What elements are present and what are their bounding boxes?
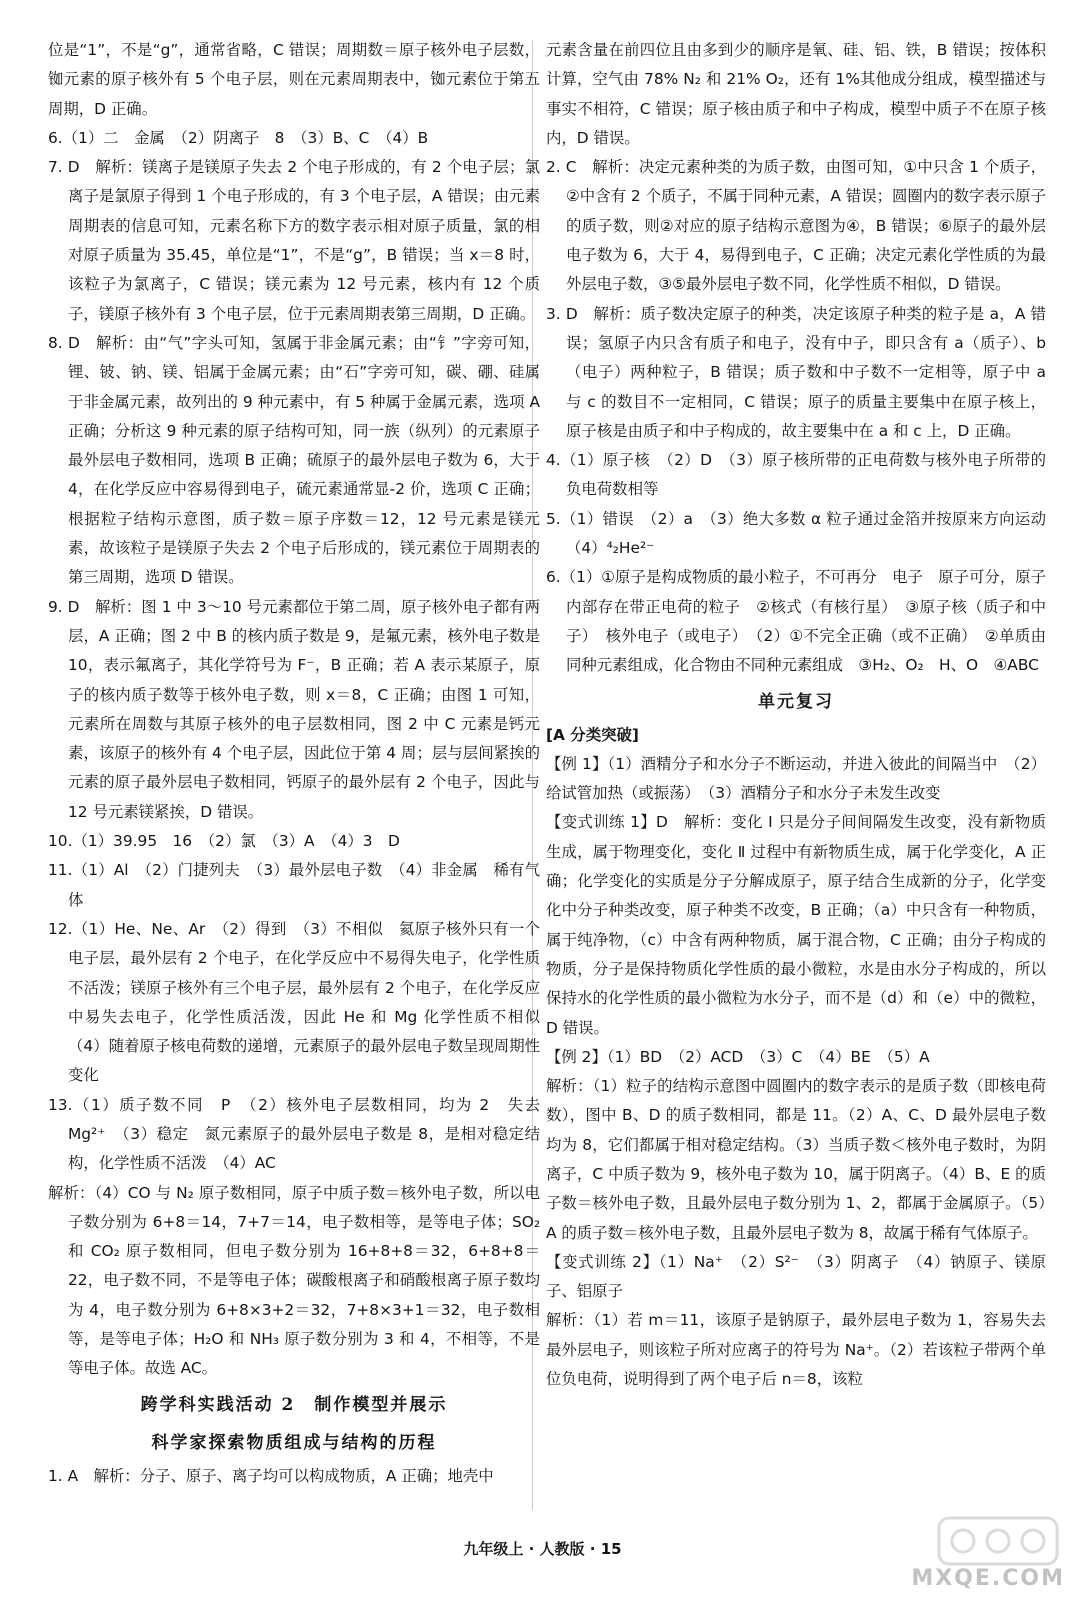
- section-subtitle: 科学家探索物质组成与结构的历程: [151, 1432, 437, 1453]
- exercise-item: 【变式训练 2】（1）Na⁺ （2）S²⁻ （3）阴离子 （4）钠原子、镁原子、铝原子: [546, 1252, 1046, 1301]
- unit-review-title: 单元复习: [758, 691, 834, 712]
- exercise-item: 【变式训练 1】D 解析：变化 Ⅰ 只是分子间间隔发生改变，没有新物质生成，属于物理变化，变化 Ⅱ 过程中有新物质生成，属于化学变化，A 正确；化学变化的实质是分子分解成原子，原子结合生成新的分子，化学变化中分子种类改变，原子种类不改变，B 正确；（a）中只含有一种物质，属于纯净物，（c）中含有两种物质，属于混合物，C 正确；由分子构成的物质，分子是保持物质化学性质的最小微粒，水是由水分子构成的，所以保持水的化学性质的最小微粒为水分子，而不是（d）和（e）中的微粒，D 错误。: [546, 813, 1046, 1037]
- subsection-label: [A 分类突破]: [546, 725, 639, 744]
- answer-item: 1. A 解析：分子、原子、离子均可以构成物质，A 正确；地壳中: [48, 1466, 494, 1485]
- page-footer: 九年级上 · 人教版 · 15: [463, 1540, 622, 1558]
- answer-item: 8. D 解析：由“气”字头可知，氢属于非金属元素；由“钅”字旁可知，锂、铍、钠、镁、铝属于金属元素；由“石”字旁可知，碳、硼、硅属于非金属元素，故列出的 9 种元素中，有 5 种属于金属元素，选项 A 正确；分析这 9 种元素的原子结构可知，同一族（纵列）的元素原子最外层电子数相同，选项 B 正确；硫原子的最外层电子数为 6，大于 4，在化学反应中容易得到电子，硫元素通常显-2 价，选项 C 正确；根据粒子结构示意图，质子数＝原子序数＝12，12 号元素是镁元素，故该粒子是镁原子失去 2 个电子后形成的，镁元素位于周期表的第三周期，选项 D 错误。: [48, 333, 540, 587]
- analysis-paragraph: 解析：（1）若 m＝11，该原子是钠原子，最外层电子数为 1，容易失去最外层电子，则该粒子所对应离子的符号为 Na⁺。（2）若该粒子带两个单位负电荷，说明得到了两个电子后 n＝8，该粒: [546, 1311, 1046, 1389]
- answer-item: 12.（1）He、Ne、Ar （2）得到 （3）不相似 氦原子核外只有一个电子层，最外层有 2 个电子，在化学反应中不易得失电子，化学性质不活泼；镁原子核外有三个电子层，最外层有 2 个电子，在化学反应中易失去电子，化学性质活泼，因此 He 和 Mg 化学性质不相似 （4）随着原子核电荷数的递增，元素原子的最外层电子数呈现周期性变化: [48, 919, 556, 1085]
- answer-item: 6.（1）二 金属 （2）阴离子 8 （3）B、C （4）B: [48, 128, 429, 147]
- answer-item: 4.（1）原子核 （2）D （3）原子核所带的正电荷数与核外电子所带的负电荷数相等: [546, 451, 1046, 499]
- left-column: [48, 36, 556, 1491]
- analysis-paragraph: 解析：（4）CO 与 N₂ 原子数相同，原子中质子数＝核外电子数，所以电子数分别为 6+8＝14，7+7＝14，电子数相等，是等电子体；SO₂ 和 CO₂ 原子数相同，但电子数分别为 16+8+8＝32，6+8+8＝22，电子数不同，不是等电子体；碳酸根离子和硝酸根离子原子数均为 4，电子数分别为 6+8×3+2＝32，7+8×3+1＝32，电子数相等，是等电子体；H₂O 和 NH₃ 原子数分别为 3 和 4，不相等，不是等电子体。故选 AC。: [48, 1183, 540, 1378]
- answer-item: 9. D 解析：图 1 中 3～10 号元素都位于第二周，原子核外电子都有两层，A 正确；图 2 中 B 的核内质子数是 9，是氟元素，核外电子数是 10，表示氟离子，其化学符号为 F⁻，B 正确；若 A 表示某原子，原子的核内质子数等于核外电子数，则 x＝8，C 正确；由图 1 可知，元素所在周数与其原子核外的电子层数相同，图 2 中 C 元素是钙元素，该原子的核外有 4 个电子层，因此位于第 4 周；层与层间紧挨的元素的原子最外层电子数相同，钙原子的最外层有 2 个电子，因此与 12 号元素镁紧挨，D 错误。: [48, 597, 540, 821]
- answer-item: 13.（1）质子数不同 P （2）核外电子层数相同，均为 2 失去 Mg²⁺ （3）稳定 氮元素原子的最外层电子数是 8，是相对稳定结构，化学性质不活泼 （4）AC: [48, 1095, 556, 1173]
- example-item: 【例 2】（1）BD （2）ACD （3）C （4）BE （5）A: [546, 1047, 930, 1066]
- answer-item: 3. D 解析：质子数决定原子的种类，决定该原子种类的粒子是 a，A 错误；氢原子内只含有质子和电子，没有中子，即只含有 a（质子）、b（电子）两种粒子，B 错误；质子数和中子数不一定相等，原子中 a 与 c 的数目不一定相同，C 错误；原子的质量主要集中在原子核上，原子核是由质子和中子构成的，故主要集中在 a 和 c 上，D 正确。: [546, 304, 1046, 440]
- right-column: [546, 36, 1062, 1394]
- answer-item: 7. D 解析：镁离子是镁原子失去 2 个电子形成的，有 2 个电子层；氯离子是氯原子得到 1 个电子形成的，有 3 个电子层，A 错误；由元素周期表的信息可知，元素名称下方的数字表示相对原子质量，氯的相对原子质量为 35.45，单位是“1”，不是“g”，B 错误；当 x＝8 时，该粒子为氯离子，C 错误；镁元素为 12 号元素，核内有 12 个质子，镁原子核外有 3 个电子层，位于元素周期表第三周期，D 正确。: [48, 158, 540, 323]
- section-title: 跨学科实践活动 2 制作模型并展示: [140, 1394, 448, 1415]
- answer-item: 6.（1）①原子是构成物质的最小粒子，不可再分 电子 原子可分，原子内部存在带正电荷的粒子 ②核式（有核行星） ③原子核（质子和中子） 核外电子（或电子） （2）①不完全正确（或不正确） ②单质由同种元素组成，化合物由不同种元素组成 ③H₂、O₂ H、O ④ABC: [546, 568, 1046, 675]
- example-item: 【例 1】（1）酒精分子和水分子不断运动，并进入彼此的间隔当中 （2）给试管加热（或振荡） （3）酒精分子和水分子未发生改变: [546, 754, 1046, 803]
- answer-item: 11.（1）Al （2）门捷列夫 （3）最外层电子数 （4）非金属 稀有气体: [48, 861, 540, 909]
- answer-item: 5.（1）错误 （2）a （3）绝大多数 α 粒子通过金箔并按原来方向运动 （4）⁴₂He²⁻: [546, 509, 1062, 558]
- paragraph: 元素含量在前四位且由多到少的顺序是氧、硅、铝、铁，B 错误；按体积计算，空气由 78% N₂ 和 21% O₂，还有 1%其他成分组成，模型描述与事实不相符，C 错误；原子核由质子和中子构成，模型中质子不在原子核内，D 错误。: [546, 41, 1046, 147]
- paragraph: 位是“1”，不是“g”，通常省略，C 错误；周期数＝原子核外电子层数，铷元素的原子核外有 5 个电子层，则在元素周期表中，铷元素位于第五周期，D 正确。: [48, 41, 540, 118]
- answer-item: 10.（1）39.95 16 （2）氯 （3）A （4）3 D: [48, 832, 400, 851]
- answer-item: 2. C 解析：决定元素种类的为质子数，由图可知，①中只含 1 个质子，②中含有 2 个质子，不属于同种元素，A 错误；圆圈内的数字表示原子的质子数，则②对应的原子结构示意图为④，B 错误；⑥原子的最外层电子数为 6，大于 4，易得到电子，C 正确；决定元素化学性质的为最外层电子数，③⑤最外层电子数不同，化学性质不相似，D 错误。: [546, 158, 1046, 294]
- watermark-text: MXQE.COM: [911, 1566, 1065, 1591]
- analysis-paragraph: 解析：（1）粒子的结构示意图中圆圈内的数字表示的是质子数（即核电荷数），图中 B、D 的质子数相同，都是 11。（2）A、C、D 最外层电子数均为 8，它们都属于相对稳定结构。（3）当质子数＜核外电子数时，为阴离子，C 中质子数为 9，核外电子数为 10，属于阴离子。（4）B、E 的质子数＝核外电子数，且最外层电子数分别为 1、2，都属于金属原子。（5）A 的质子数＝核外电子数，且最外层电子数为 8，故属于稀有气体原子。: [546, 1077, 1046, 1242]
